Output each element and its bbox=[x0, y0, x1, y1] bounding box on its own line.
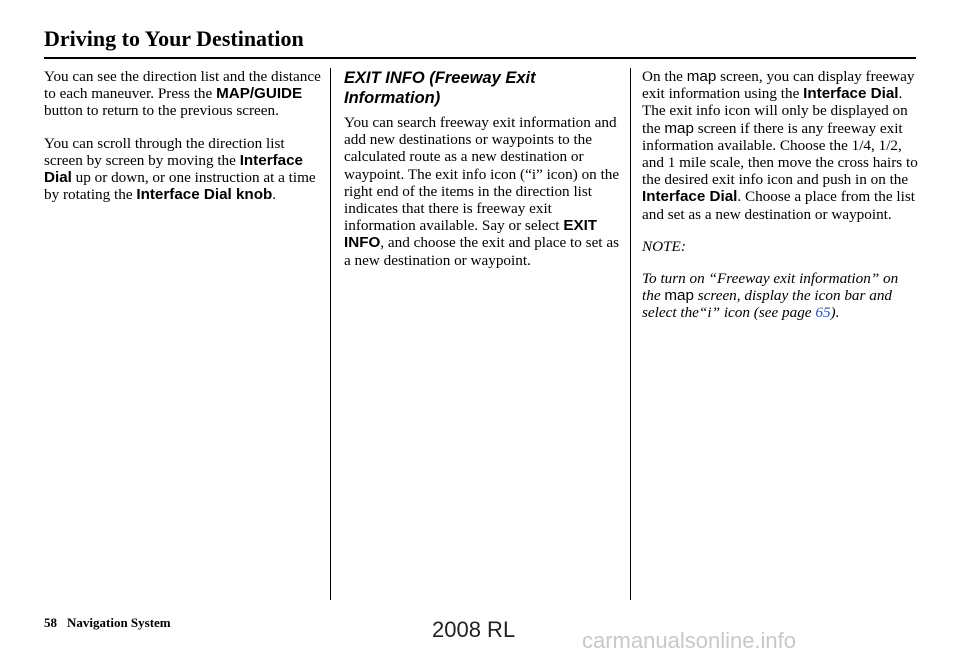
paragraph bbox=[642, 68, 920, 223]
exit-info-label: EXIT INFO bbox=[344, 217, 598, 252]
page-link[interactable]: 65 bbox=[815, 304, 831, 322]
section-heading: EXIT INFO (Freeway Exit Information) bbox=[344, 69, 536, 107]
title-rule bbox=[44, 57, 916, 59]
footer-section: Navigation System bbox=[67, 615, 171, 630]
column-2 bbox=[344, 68, 622, 284]
column-3 bbox=[642, 68, 920, 337]
text: ). bbox=[830, 304, 840, 322]
note-label: NOTE: bbox=[642, 237, 686, 255]
paragraph bbox=[44, 68, 322, 120]
text: On the bbox=[642, 68, 687, 85]
note-text bbox=[642, 270, 920, 322]
paragraph bbox=[344, 114, 622, 269]
map-guide-label: MAP/GUIDE bbox=[216, 85, 303, 103]
footer bbox=[44, 615, 171, 631]
interface-dial-knob-label: Interface Dial knob bbox=[136, 186, 273, 204]
column-divider bbox=[630, 68, 631, 600]
interface-dial-label: Interface Dial bbox=[642, 188, 738, 206]
text: , and choose the exit and place to set as a new destination or waypoint. bbox=[344, 234, 619, 269]
text: screen if there is any freeway exit information available. Choose the 1/4, 1/2, and 1 mile scale, then move the cross hairs to the desired exit info icon and push in on the bbox=[642, 119, 918, 189]
page-number: 58 bbox=[44, 615, 57, 630]
text: screen, you can display freeway exit information using the bbox=[642, 68, 915, 103]
page-title: Driving to Your Destination bbox=[44, 26, 304, 51]
text: . bbox=[272, 186, 277, 204]
text: To turn on “Freeway exit information” on the bbox=[642, 270, 899, 305]
map-label: map bbox=[664, 119, 694, 137]
text: You can scroll through the direction list screen by screen by moving the bbox=[44, 134, 285, 169]
model-label: 2008 RL bbox=[432, 617, 516, 642]
text: You can search freeway exit information and add new destinations or waypoints to the calculated route as a new destination or waypoint. The exit info icon (“i” icon) on the right end of the items in the direction list indicates that there is freeway exit information available. Say or select bbox=[344, 114, 620, 235]
text: . Choose a place from the list and set as a new destination or waypoint. bbox=[642, 188, 915, 223]
text: . The exit info icon will only be displayed on the bbox=[642, 85, 908, 137]
site-watermark: carmanualsonline.info bbox=[582, 628, 797, 653]
map-label: map bbox=[664, 287, 694, 305]
column-divider bbox=[330, 68, 331, 600]
map-label: map bbox=[686, 68, 717, 85]
text: up or down, or one instruction at a time by rotating the bbox=[44, 169, 316, 204]
paragraph bbox=[44, 135, 322, 204]
column-1 bbox=[44, 68, 322, 218]
text: button to return to the previous screen. bbox=[44, 102, 279, 120]
text: You can see the direction list and the distance to each maneuver. Press the bbox=[44, 68, 321, 103]
interface-dial-label: Interface Dial bbox=[803, 85, 899, 103]
text: screen, display the icon bar and select the“i” icon (see page bbox=[642, 287, 893, 322]
interface-dial-label: Interface Dial bbox=[44, 151, 303, 187]
